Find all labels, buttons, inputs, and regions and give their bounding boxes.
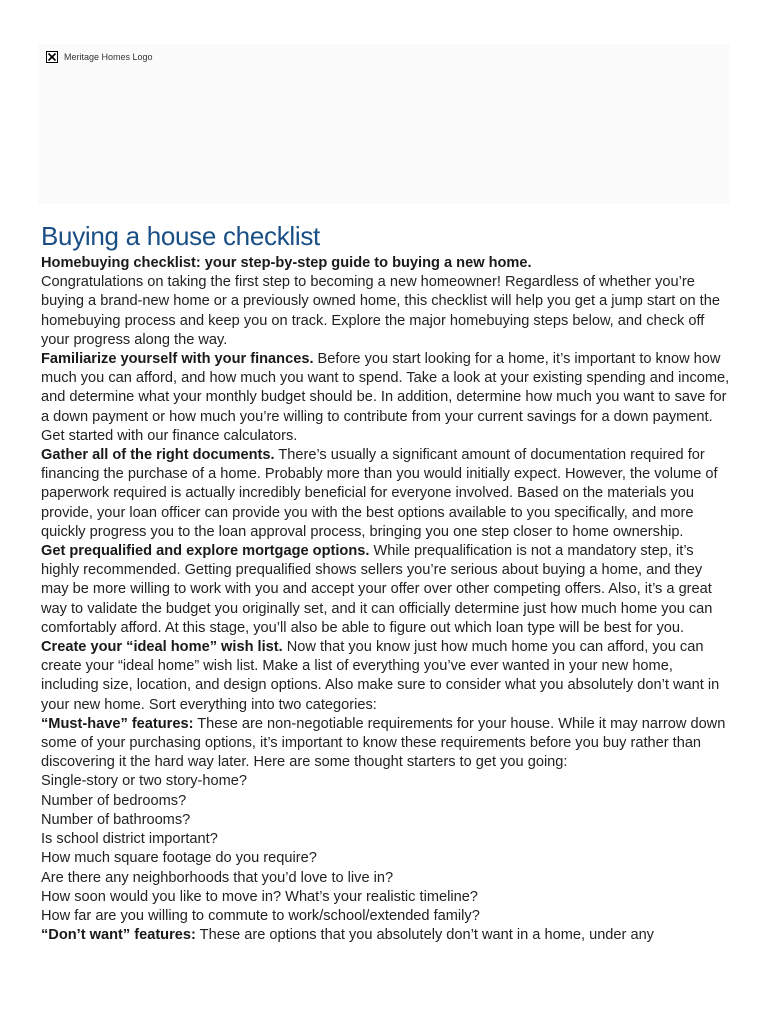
list-item: Are there any neighborhoods that you’d love to live in? [41,869,394,886]
list-item: Single-story or two story-home? [41,773,248,790]
section-heading: Familiarize yourself with your finances. [41,351,314,368]
article-content [41,220,731,945]
section-documents [41,446,731,542]
subtitle-text: Homebuying checklist: your step-by-step guide to buying a new home. [41,255,532,271]
list-item: Number of bedrooms? [41,792,187,809]
section-prequalify [41,542,731,638]
article-subtitle [41,254,731,273]
section-heading: “Must-have” features: [41,715,194,732]
site-logo[interactable] [46,51,153,63]
hero-image-area [38,44,730,204]
logo-alt-text: Meritage Homes Logo [64,52,153,62]
intro-paragraph: Congratulations on taking the first step to becoming a new homeowner! Regardless of whether you’re buying a brand-new home or a previously owned home, this checklist will help you get a jump start on the homebuying process and keep you on track. Explore the major homebuying steps below, and check off your progress along the way. [41,274,720,348]
section-wish-list [41,638,731,715]
section-dont-want [41,926,731,945]
section-heading: Create your “ideal home” wish list. [41,639,283,656]
question-list [41,772,731,926]
section-body: There’s usually a significant amount of documentation required for financing the purchase of a home. Probably more than you would initially expect. However, the volume of paperwork required is actually incredibly beneficial for everyone involved. Based on the materials you provide, your loan officer can provide you with the best options available to you specifically, and more quickly progress you to the loan approval process, bringing you one step closer to home ownership. [41,447,718,540]
section-body: These are non-negotiable requirements for your house. While it may narrow down some of your purchasing options, it’s important to know these requirements before you buy rather than discovering it the hard way later. Here are some thought starters to get you going: [41,715,726,771]
broken-image-icon [46,51,58,63]
section-heading: Gather all of the right documents. [41,447,275,464]
section-body: While prequalification is not a mandatory step, it’s highly recommended. Getting prequalified shows sellers you’re serious about buying a home, and they may be more willing to work with you and accept your offer over other competing offers. Also, it’s a great way to validate the budget you originally set, and it can officially determine just how much home you can comfortably afford. At this stage, you’ll also be able to figure out which loan type will be best for you. [41,543,713,636]
section-finances [41,350,731,446]
list-item: Is school district important? [41,831,218,848]
list-item: How soon would you like to move in? What’s your realistic timeline? [41,888,478,905]
section-body: Before you start looking for a home, it’s important to know how much you can afford, and how much you want to spend. Take a look at your existing spending and income, and determine what your monthly budget should be. In addition, determine how much you want to save for a down payment or how much you’re willing to contribute from your current savings for a down payment. Get started with our finance calculators. [41,351,730,444]
list-item: How far are you willing to commute to work/school/extended family? [41,907,480,924]
section-body: Now that you know just how much home you can afford, you can create your “ideal home” wish list. Make a list of everything you’ve ever wanted in your new home, including size, location, and design options. Also make sure to consider what you absolutely don’t want in your new home. Sort everything into two categories: [41,639,720,713]
section-body: These are options that you absolutely don’t want in a home, under any [195,927,654,944]
section-heading: Get prequalified and explore mortgage options. [41,543,370,560]
section-heading: “Don’t want” features: [41,927,196,944]
list-item: How much square footage do you require? [41,850,317,867]
section-must-have [41,715,731,773]
page-title: Buying a house checklist [41,221,320,251]
list-item: Number of bathrooms? [41,811,191,828]
